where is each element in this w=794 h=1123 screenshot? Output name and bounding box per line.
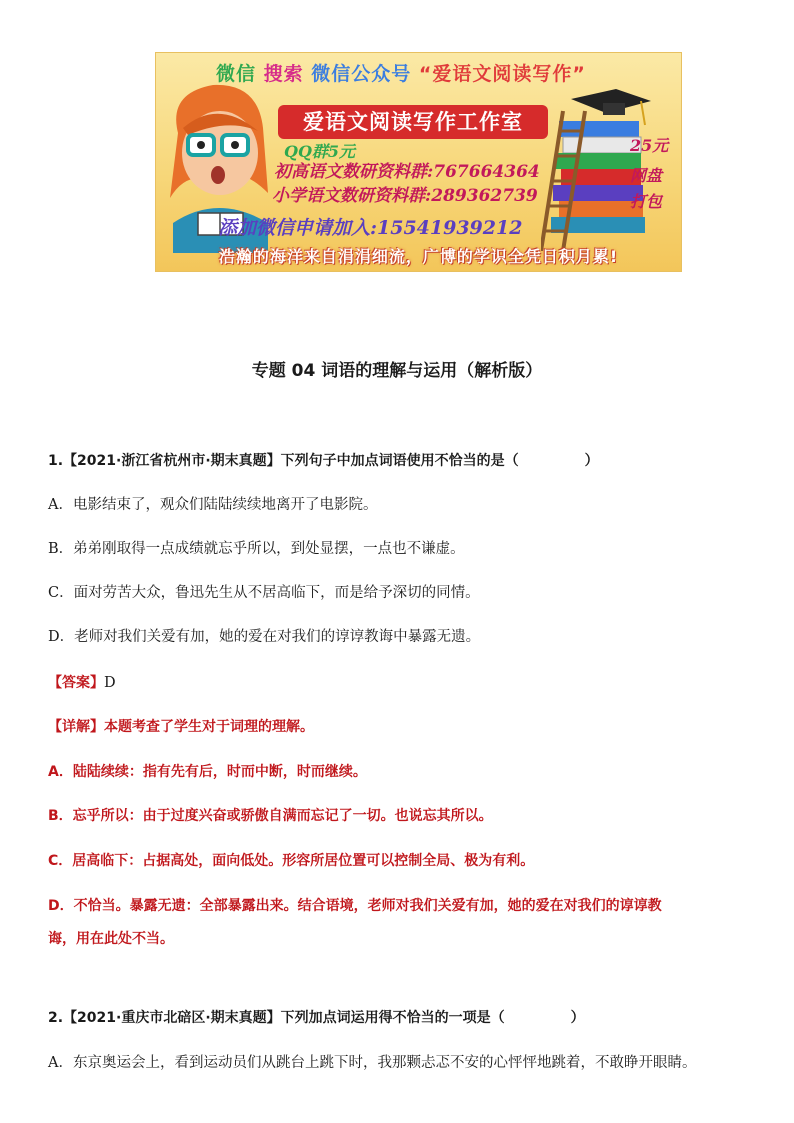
question-1-stem <box>48 450 768 472</box>
detail-text: 本题考查了学生对于词理的理解。 <box>104 719 314 735</box>
question-1-detail <box>48 716 768 738</box>
question-1-option-b: B．弟弟刚取得一点成绩就忘乎所以，到处显摆，一点也不谦虚。 <box>48 541 465 557</box>
banner-group-line2: 小学语文数研资料群:289362739 <box>272 186 538 206</box>
question-1-option-c: C．面对劳苦大众，鲁迅先生从不居高临下，而是给予深切的同情。 <box>48 585 480 601</box>
banner-top-name: “爱语文阅读写作” <box>418 63 586 85</box>
question-1-stem-end: ） <box>584 453 599 469</box>
banner-qq-price: QQ群5元 <box>284 142 356 161</box>
answer-tag: 【答案】 <box>48 675 104 691</box>
banner-top-search: 搜索 <box>263 63 304 85</box>
question-2-stem-text: 2.【2021·重庆市北碚区·期末真题】下列加点词运用得不恰当的一项是（ <box>48 1010 505 1026</box>
detail-tag: 【详解】 <box>48 719 104 735</box>
answer-value: D <box>104 675 116 691</box>
explain-d: D．不恰当。暴露无遗：全部暴露出来。结合语境，老师对我们关爱有加，她的爱在对我们的谆谆教 <box>48 898 662 914</box>
explain-c: C．居高临下：占据高处，面向低处。形容所居位置可以控制全局、极为有利。 <box>48 853 535 869</box>
explain-b: B．忘乎所以：由于过度兴奋或骄傲自满而忘记了一切。也说忘其所以。 <box>48 808 493 824</box>
question-1-stem-text: 1.【2021·浙江省杭州市·期末真题】下列句子中加点词语使用不恰当的是（ <box>48 453 519 469</box>
banner-group-line1: 初高语文数研资料群:767664364 <box>274 162 540 182</box>
promo-banner <box>155 52 682 272</box>
banner-side-price: 25元 <box>630 136 669 155</box>
banner-slogan: 浩瀚的海洋来自涓涓细流，广博的学识全凭日积月累! <box>218 247 619 266</box>
banner-side-pack: 打包 <box>630 192 663 211</box>
question-1-answer <box>48 672 768 694</box>
question-2-option-a: A．东京奥运会上，看到运动员们从跳台上跳下时，我那颗忐忑不安的心怦怦地跳着，不敢睁开眼睛。 <box>48 1055 697 1071</box>
explain-a: A．陆陆续续：指有先有后，时而中断，时而继续。 <box>48 764 367 780</box>
question-2-stem-end: ） <box>570 1010 585 1026</box>
page-title: 专题 04 词语的理解与运用（解析版） <box>251 361 543 381</box>
banner-top-weixin: 微信 <box>216 63 257 85</box>
question-2-stem <box>48 1007 768 1029</box>
banner-title: 爱语文阅读写作工作室 <box>278 105 548 139</box>
question-1-option-d: D．老师对我们关爱有加，她的爱在对我们的谆谆教诲中暴露无遗。 <box>48 629 481 645</box>
banner-top-account: 微信公众号 <box>311 63 412 85</box>
question-1-option-a: A．电影结束了，观众们陆陆续续地离开了电影院。 <box>48 497 378 513</box>
explain-d-cont: 诲，用在此处不当。 <box>48 931 174 947</box>
banner-wechat-add: 添加微信申请加入:15541939212 <box>218 217 523 239</box>
banner-side-netdisk: 网盘 <box>630 166 663 185</box>
